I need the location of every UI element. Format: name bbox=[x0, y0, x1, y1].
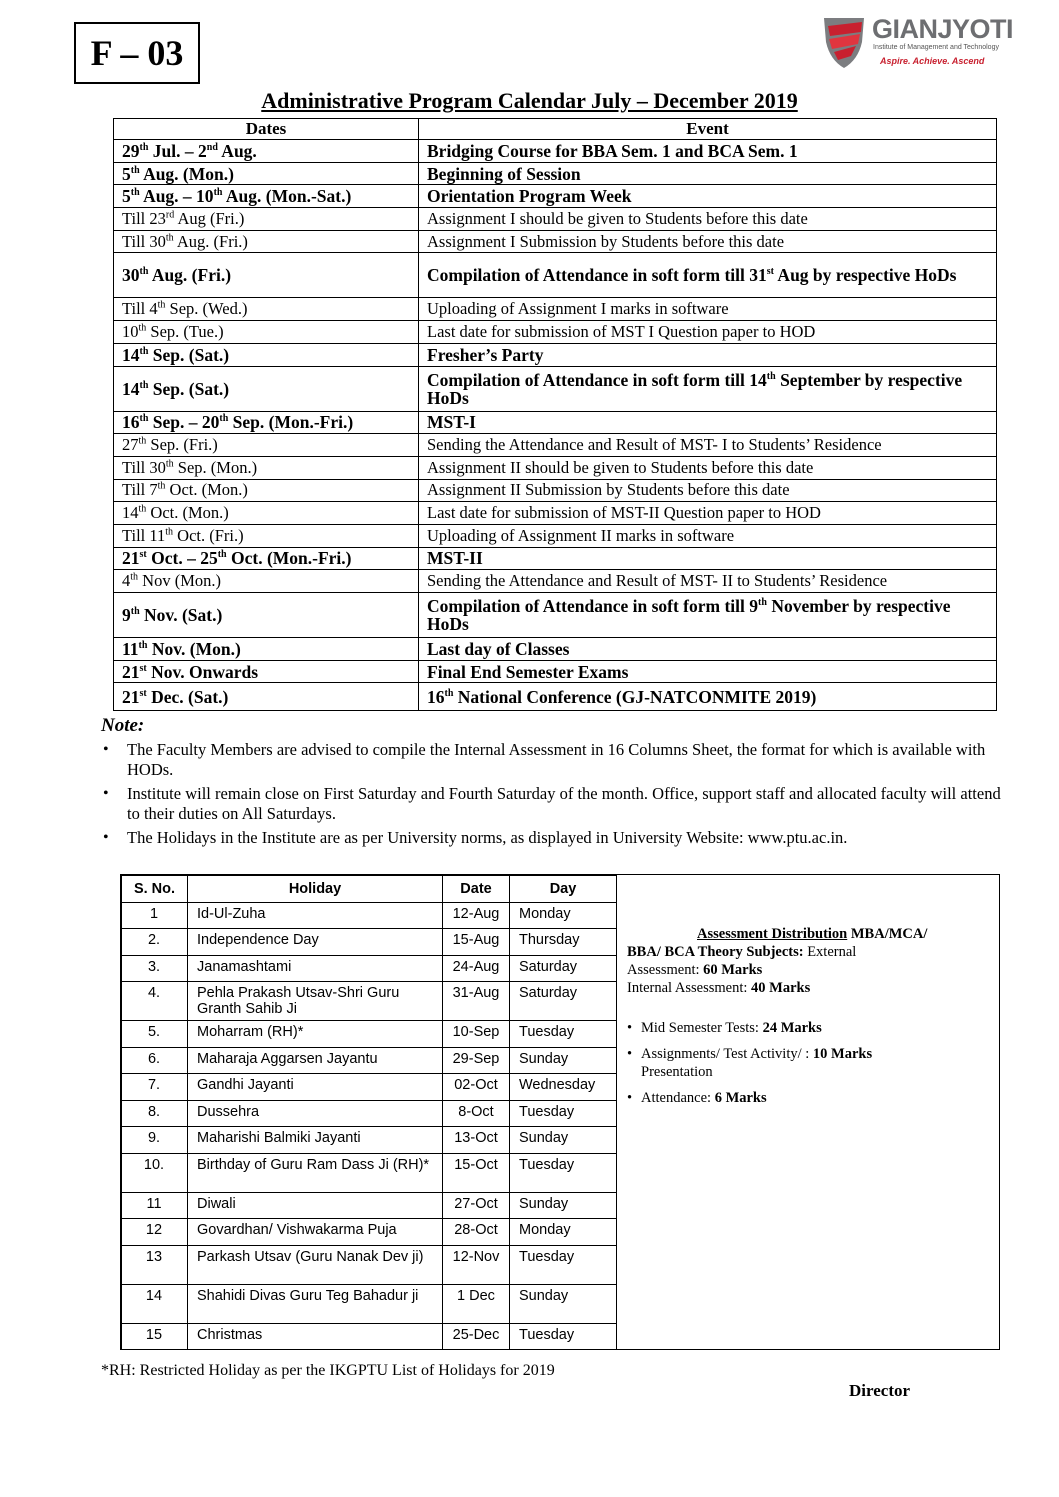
text-run: 14 bbox=[122, 503, 139, 523]
holiday-sno-cell: 9. bbox=[122, 1127, 188, 1154]
holiday-day-cell: Sunday bbox=[510, 1284, 617, 1323]
holiday-date-cell: 1 Dec bbox=[443, 1284, 510, 1323]
ordinal-suffix: st bbox=[139, 549, 147, 561]
calendar-date-cell bbox=[114, 298, 419, 321]
calendar-date-cell bbox=[114, 366, 419, 411]
calendar-date-cell bbox=[114, 524, 419, 547]
holiday-name-cell: Maharishi Balmiki Jayanti bbox=[188, 1127, 443, 1154]
holiday-name-cell: Diwali bbox=[188, 1192, 443, 1219]
ordinal-suffix: th bbox=[138, 503, 147, 515]
calendar-date-cell bbox=[114, 479, 419, 502]
holiday-row bbox=[122, 1153, 617, 1192]
holiday-day-cell: Tuesday bbox=[510, 1100, 617, 1127]
holiday-sno-cell: 4. bbox=[122, 982, 188, 1021]
calendar-row bbox=[114, 570, 997, 593]
text-run: Uploading of Assignment II marks in software bbox=[427, 525, 735, 545]
calendar-row bbox=[114, 593, 997, 638]
holiday-name-cell: Gandhi Jayanti bbox=[188, 1074, 443, 1101]
calendar-event-cell bbox=[419, 162, 997, 185]
assessment-heading-programs: MBA/MCA/ bbox=[847, 926, 928, 942]
holiday-day-cell: Saturday bbox=[510, 955, 617, 982]
calendar-event-cell bbox=[419, 208, 997, 231]
calendar-row bbox=[114, 208, 997, 231]
ordinal-suffix: th bbox=[444, 688, 454, 700]
text-run: Jul. – 2 bbox=[148, 140, 207, 161]
ordinal-suffix: th bbox=[165, 526, 174, 538]
holiday-section bbox=[120, 874, 1000, 1350]
holiday-date-cell: 27-Oct bbox=[443, 1192, 510, 1219]
text-run: Aug. (Fri.) bbox=[173, 231, 248, 251]
calendar-row bbox=[114, 479, 997, 502]
holiday-sno-cell: 8. bbox=[122, 1100, 188, 1127]
calendar-event-cell bbox=[419, 570, 997, 593]
calendar-event-cell bbox=[419, 638, 997, 661]
calendar-row bbox=[114, 140, 997, 163]
text-run: 16 bbox=[122, 412, 140, 433]
calendar-row bbox=[114, 162, 997, 185]
logo-tagline: Aspire. Achieve. Ascend bbox=[880, 56, 985, 66]
text-run: Aug. (Mon.) bbox=[139, 163, 234, 184]
text-run: September by respective HoDs bbox=[427, 369, 963, 408]
holiday-sno-cell: 14 bbox=[122, 1284, 188, 1323]
calendar-row bbox=[114, 253, 997, 298]
holiday-name-cell: Shahidi Divas Guru Teg Bahadur ji bbox=[188, 1284, 443, 1323]
text-run: Last date for submission of MST I Question paper to HOD bbox=[427, 321, 816, 341]
calendar-event-cell bbox=[419, 411, 997, 434]
holiday-day-cell: Tuesday bbox=[510, 1153, 617, 1192]
holiday-day-cell: Wednesday bbox=[510, 1074, 617, 1101]
text-run: November by respective HoDs bbox=[427, 596, 951, 634]
text-run: National Conference (GJ-NATCONMITE 2019) bbox=[453, 686, 817, 707]
assessment-internal-label: Internal Assessment: bbox=[627, 980, 752, 996]
text-run: Sep. (Sat.) bbox=[148, 378, 230, 399]
text-run: 29 bbox=[122, 140, 140, 161]
holiday-day-cell: Monday bbox=[510, 1219, 617, 1246]
text-run: 21 bbox=[122, 661, 140, 682]
notes-list bbox=[101, 740, 1001, 852]
text-run: Sep. (Mon.-Fri.) bbox=[228, 412, 354, 433]
text-run: Aug. – 10 bbox=[139, 186, 214, 207]
holiday-day-cell: Monday bbox=[510, 902, 617, 929]
assessment-point-label: Assignments/ Test Activity/ : bbox=[641, 1046, 813, 1062]
holiday-day-cell: Sunday bbox=[510, 1192, 617, 1219]
calendar-event-cell bbox=[419, 593, 997, 638]
holiday-sno-cell: 15 bbox=[122, 1323, 188, 1350]
calendar-row bbox=[114, 547, 997, 570]
calendar-row bbox=[114, 321, 997, 344]
holiday-header-row bbox=[122, 876, 617, 903]
ordinal-suffix: th bbox=[130, 606, 140, 618]
holiday-date-cell: 02-Oct bbox=[443, 1074, 510, 1101]
text-run: Dec. (Sat.) bbox=[146, 686, 229, 707]
ordinal-suffix: th bbox=[139, 266, 149, 278]
calendar-date-cell bbox=[114, 547, 419, 570]
text-run: Aug by respective HoDs bbox=[774, 265, 957, 286]
ordinal-suffix: th bbox=[139, 345, 149, 357]
text-run: Oct. (Mon.-Fri.) bbox=[226, 548, 352, 569]
text-run: 9 bbox=[122, 605, 131, 625]
text-run: Compilation of Attendance in soft form till 31 bbox=[427, 265, 767, 286]
calendar-date-cell bbox=[114, 570, 419, 593]
text-run: Assignment I should be given to Students before this date bbox=[427, 208, 808, 228]
text-run: 14 bbox=[122, 378, 140, 399]
holiday-name-cell: Birthday of Guru Ram Dass Ji (RH)* bbox=[188, 1153, 443, 1192]
text-run: Nov. (Mon.) bbox=[147, 638, 241, 659]
holiday-name-cell: Independence Day bbox=[188, 929, 443, 956]
text-run: Sep. (Fri.) bbox=[146, 435, 218, 455]
text-run: Till 11 bbox=[122, 525, 166, 545]
calendar-event-cell bbox=[419, 366, 997, 411]
holiday-row bbox=[122, 1127, 617, 1154]
ordinal-suffix: th bbox=[139, 142, 149, 154]
text-run: Compilation of Attendance in soft form till 9 bbox=[427, 596, 759, 616]
calendar-date-cell bbox=[114, 411, 419, 434]
assessment-subjects-line bbox=[627, 943, 999, 961]
calendar-event-cell bbox=[419, 343, 997, 366]
calendar-event-cell bbox=[419, 321, 997, 344]
text-run: Sep. (Tue.) bbox=[146, 321, 224, 341]
calendar-date-cell bbox=[114, 253, 419, 298]
text-run: MST-I bbox=[427, 412, 476, 433]
calendar-row bbox=[114, 298, 997, 321]
ordinal-suffix: st bbox=[139, 688, 147, 700]
calendar-event-cell bbox=[419, 660, 997, 683]
calendar-date-cell bbox=[114, 593, 419, 638]
assessment-point bbox=[627, 1089, 999, 1107]
text-run: Till 23 bbox=[122, 208, 166, 228]
holiday-header-sno: S. No. bbox=[122, 876, 188, 903]
text-run: Nov. Onwards bbox=[146, 661, 259, 682]
holiday-sno-cell: 11 bbox=[122, 1192, 188, 1219]
ordinal-suffix: th bbox=[165, 232, 174, 244]
calendar-event-cell bbox=[419, 502, 997, 525]
text-run: Oct. (Mon.) bbox=[165, 480, 248, 500]
ordinal-suffix: th bbox=[139, 413, 149, 425]
ordinal-suffix: st bbox=[139, 662, 147, 674]
holiday-sno-cell: 6. bbox=[122, 1047, 188, 1074]
text-run: Beginning of Session bbox=[427, 163, 581, 184]
holiday-date-cell: 12-Nov bbox=[443, 1245, 510, 1284]
calendar-row bbox=[114, 434, 997, 457]
holiday-header-holiday: Holiday bbox=[188, 876, 443, 903]
calendar-date-cell bbox=[114, 502, 419, 525]
calendar-row bbox=[114, 660, 997, 683]
holiday-sno-cell: 12 bbox=[122, 1219, 188, 1246]
text-run: Till 30 bbox=[122, 231, 166, 251]
holiday-day-cell: Tuesday bbox=[510, 1021, 617, 1048]
ordinal-suffix: th bbox=[138, 435, 147, 447]
text-run: Last date for submission of MST-II Question paper to HOD bbox=[427, 503, 821, 523]
text-run: 5 bbox=[122, 163, 131, 184]
text-run: Aug. (Fri.) bbox=[148, 265, 232, 286]
calendar-date-cell bbox=[114, 434, 419, 457]
assessment-internal bbox=[627, 979, 999, 997]
text-run: Assignment II should be given to Students before this date bbox=[427, 457, 814, 477]
calendar-event-cell bbox=[419, 230, 997, 253]
holiday-row bbox=[122, 955, 617, 982]
ordinal-suffix: th bbox=[766, 370, 776, 382]
calendar-row bbox=[114, 683, 997, 711]
holiday-sno-cell: 2. bbox=[122, 929, 188, 956]
assessment-point-value: 10 Marks bbox=[812, 1046, 873, 1062]
assessment-heading bbox=[627, 925, 999, 943]
text-run: Aug (Fri.) bbox=[174, 208, 245, 228]
holiday-sno-cell: 1 bbox=[122, 902, 188, 929]
assessment-external bbox=[627, 961, 999, 979]
text-run: Till 30 bbox=[122, 457, 166, 477]
text-run: Orientation Program Week bbox=[427, 186, 632, 207]
text-run: 27 bbox=[122, 435, 139, 455]
ordinal-suffix: th bbox=[217, 549, 227, 561]
note-item: • Institute will remain close on First Saturday and Fourth Saturday of the month. Office, support staff and allocated faculty will attend to their duties on All Saturdays. bbox=[101, 784, 1001, 824]
holiday-sno-cell: 10. bbox=[122, 1153, 188, 1192]
calendar-date-cell bbox=[114, 660, 419, 683]
note-item: • The Holidays in the Institute are as per University norms, as displayed in University Website: www.ptu.ac.in. bbox=[101, 828, 1001, 848]
ordinal-suffix: th bbox=[165, 458, 174, 470]
text-run: Nov (Mon.) bbox=[138, 571, 221, 591]
holiday-name-cell: Parkash Utsav (Guru Nanak Dev ji) bbox=[188, 1245, 443, 1284]
holiday-name-cell: Dussehra bbox=[188, 1100, 443, 1127]
holiday-sno-cell: 13 bbox=[122, 1245, 188, 1284]
assessment-internal-value: 40 Marks bbox=[751, 980, 811, 996]
holiday-row bbox=[122, 982, 617, 1021]
calendar-date-cell bbox=[114, 162, 419, 185]
assessment-point-label: Mid Semester Tests: bbox=[641, 1020, 763, 1036]
text-run: 10 bbox=[122, 321, 139, 341]
text-run: Sending the Attendance and Result of MST- I to Students’ Residence bbox=[427, 435, 882, 455]
text-run: Aug. bbox=[217, 140, 257, 161]
holiday-name-cell: Id-Ul-Zuha bbox=[188, 902, 443, 929]
assessment-point-label: Attendance: bbox=[641, 1090, 715, 1106]
ordinal-suffix: st bbox=[766, 266, 775, 278]
ordinal-suffix: th bbox=[213, 187, 223, 199]
holiday-day-cell: Sunday bbox=[510, 1047, 617, 1074]
holiday-table bbox=[121, 875, 617, 1350]
text-run: 21 bbox=[122, 686, 140, 707]
holiday-name-cell: Maharaja Aggarsen Jayantu bbox=[188, 1047, 443, 1074]
holiday-day-cell: Tuesday bbox=[510, 1323, 617, 1350]
holiday-row bbox=[122, 1245, 617, 1284]
calendar-event-cell bbox=[419, 683, 997, 711]
assessment-point bbox=[627, 1045, 999, 1081]
ordinal-suffix: th bbox=[758, 597, 767, 609]
calendar-event-cell bbox=[419, 298, 997, 321]
text-run: 14 bbox=[122, 344, 140, 365]
calendar-header-dates: Dates bbox=[114, 119, 419, 140]
assessment-subjects: BBA/ BCA Theory Subjects: bbox=[627, 944, 804, 960]
holiday-date-cell: 8-Oct bbox=[443, 1100, 510, 1127]
calendar-row bbox=[114, 524, 997, 547]
text-run: Assignment I Submission by Students before this date bbox=[427, 231, 785, 251]
holiday-row bbox=[122, 929, 617, 956]
ordinal-suffix: rd bbox=[165, 209, 175, 221]
holiday-date-cell: 12-Aug bbox=[443, 902, 510, 929]
calendar-date-cell bbox=[114, 185, 419, 208]
holiday-row bbox=[122, 1047, 617, 1074]
holiday-day-cell: Sunday bbox=[510, 1127, 617, 1154]
assessment-point-value: 6 Marks bbox=[714, 1090, 767, 1106]
holiday-name-cell: Moharram (RH)* bbox=[188, 1021, 443, 1048]
holiday-date-cell: 29-Sep bbox=[443, 1047, 510, 1074]
assessment-point bbox=[627, 1019, 999, 1037]
assessment-external-value: 60 Marks bbox=[703, 962, 763, 978]
text-run: 5 bbox=[122, 186, 131, 207]
holiday-sno-cell: 3. bbox=[122, 955, 188, 982]
calendar-date-cell bbox=[114, 638, 419, 661]
holiday-row bbox=[122, 1284, 617, 1323]
calendar-row bbox=[114, 456, 997, 479]
calendar-row bbox=[114, 185, 997, 208]
logo-emblem-icon bbox=[818, 12, 870, 70]
assessment-heading-title: Assessment Distribution bbox=[697, 926, 848, 942]
ordinal-suffix: th bbox=[219, 413, 229, 425]
holiday-date-cell: 25-Dec bbox=[443, 1323, 510, 1350]
calendar-event-cell bbox=[419, 456, 997, 479]
holiday-date-cell: 10-Sep bbox=[443, 1021, 510, 1048]
holiday-row bbox=[122, 1323, 617, 1350]
text-run: 21 bbox=[122, 548, 140, 569]
text-run: Till 4 bbox=[122, 299, 158, 319]
text-run: Oct. (Fri.) bbox=[173, 525, 244, 545]
text-run: 30 bbox=[122, 265, 140, 286]
text-run: Last day of Classes bbox=[427, 638, 570, 659]
ordinal-suffix: th bbox=[130, 187, 140, 199]
calendar-event-cell bbox=[419, 479, 997, 502]
ordinal-suffix: nd bbox=[206, 142, 218, 154]
note-item: • The Faculty Members are advised to compile the Internal Assessment in 16 Columns Sheet, the format for which is available with HODs. bbox=[101, 740, 1001, 780]
assessment-external-prefix: External bbox=[803, 944, 857, 960]
calendar-date-cell bbox=[114, 683, 419, 711]
ordinal-suffix: th bbox=[138, 640, 148, 652]
ordinal-suffix: th bbox=[157, 480, 166, 492]
holiday-day-cell: Tuesday bbox=[510, 1245, 617, 1284]
text-run: Sep. (Mon.) bbox=[173, 457, 258, 477]
calendar-row bbox=[114, 502, 997, 525]
assessment-external-label: Assessment: bbox=[627, 962, 704, 978]
holiday-day-cell: Thursday bbox=[510, 929, 617, 956]
logo-brand-name: GIANJYOTI bbox=[872, 14, 1014, 44]
text-run: MST-II bbox=[427, 548, 483, 569]
calendar-table bbox=[113, 118, 997, 711]
text-run: Sep. (Wed.) bbox=[165, 299, 248, 319]
ordinal-suffix: th bbox=[138, 322, 147, 334]
assessment-point-value: 24 Marks bbox=[762, 1020, 822, 1036]
text-run: Fresher’s Party bbox=[427, 344, 544, 365]
note-heading: Note: bbox=[101, 715, 145, 736]
ordinal-suffix: th bbox=[157, 299, 166, 311]
calendar-row bbox=[114, 366, 997, 411]
holiday-date-cell: 13-Oct bbox=[443, 1127, 510, 1154]
text-run: Final End Semester Exams bbox=[427, 661, 629, 682]
holiday-date-cell: 28-Oct bbox=[443, 1219, 510, 1246]
holiday-sno-cell: 7. bbox=[122, 1074, 188, 1101]
text-run: Aug. (Mon.-Sat.) bbox=[222, 186, 352, 207]
calendar-event-cell bbox=[419, 185, 997, 208]
holiday-row bbox=[122, 1219, 617, 1246]
text-run: Uploading of Assignment I marks in software bbox=[427, 299, 729, 319]
ordinal-suffix: th bbox=[130, 571, 139, 583]
calendar-row bbox=[114, 638, 997, 661]
holiday-row bbox=[122, 1192, 617, 1219]
holiday-sno-cell: 5. bbox=[122, 1021, 188, 1048]
assessment-distribution bbox=[627, 925, 999, 1115]
text-run: Sep. (Sat.) bbox=[148, 344, 230, 365]
text-run: 16 bbox=[427, 686, 445, 707]
calendar-date-cell bbox=[114, 343, 419, 366]
holiday-day-cell: Saturday bbox=[510, 982, 617, 1021]
text-run: Assignment II Submission by Students before this date bbox=[427, 480, 790, 500]
assessment-point-extra: Presentation bbox=[641, 1064, 713, 1080]
text-run: 11 bbox=[122, 638, 139, 659]
text-run: Bridging Course for BBA Sem. 1 and BCA Sem. 1 bbox=[427, 140, 798, 161]
logo-subtitle: Institute of Management and Technology bbox=[873, 44, 999, 51]
holiday-name-cell: Janamashtami bbox=[188, 955, 443, 982]
holiday-row bbox=[122, 902, 617, 929]
ordinal-suffix: th bbox=[130, 164, 140, 176]
holiday-name-cell: Christmas bbox=[188, 1323, 443, 1350]
holiday-header-date: Date bbox=[443, 876, 510, 903]
holiday-date-cell: 15-Aug bbox=[443, 929, 510, 956]
holiday-date-cell: 31-Aug bbox=[443, 982, 510, 1021]
text-run: Compilation of Attendance in soft form till 14 bbox=[427, 369, 767, 390]
text-run: Sep. – 20 bbox=[148, 412, 220, 433]
calendar-row bbox=[114, 343, 997, 366]
calendar-event-cell bbox=[419, 253, 997, 298]
calendar-event-cell bbox=[419, 524, 997, 547]
calendar-date-cell bbox=[114, 140, 419, 163]
holiday-row bbox=[122, 1021, 617, 1048]
assessment-points bbox=[627, 1019, 999, 1107]
director-signature-label: Director bbox=[849, 1381, 911, 1400]
restricted-holiday-footnote: *RH: Restricted Holiday as per the IKGPTU List of Holidays for 2019 bbox=[101, 1362, 555, 1379]
calendar-header-row bbox=[114, 119, 997, 140]
form-code-box: F – 03 bbox=[74, 22, 200, 84]
holiday-row bbox=[122, 1100, 617, 1127]
holiday-name-cell: Govardhan/ Vishwakarma Puja bbox=[188, 1219, 443, 1246]
calendar-date-cell bbox=[114, 321, 419, 344]
text-run: Nov. (Sat.) bbox=[139, 605, 223, 625]
text-run: Sending the Attendance and Result of MST- II to Students’ Residence bbox=[427, 571, 888, 591]
text-run: Till 7 bbox=[122, 480, 158, 500]
calendar-event-cell bbox=[419, 140, 997, 163]
calendar-row bbox=[114, 411, 997, 434]
holiday-name-cell: Pehla Prakash Utsav-Shri Guru Granth Sahib Ji bbox=[188, 982, 443, 1021]
text-run: Oct. – 25 bbox=[146, 548, 218, 569]
calendar-event-cell bbox=[419, 547, 997, 570]
calendar-date-cell bbox=[114, 230, 419, 253]
calendar-row bbox=[114, 230, 997, 253]
calendar-event-cell bbox=[419, 434, 997, 457]
page-title: Administrative Program Calendar July – December 2019 bbox=[261, 88, 798, 113]
text-run: Oct. (Mon.) bbox=[146, 503, 229, 523]
holiday-header-day: Day bbox=[510, 876, 617, 903]
calendar-date-cell bbox=[114, 208, 419, 231]
calendar-header-event: Event bbox=[419, 119, 997, 140]
calendar-date-cell bbox=[114, 456, 419, 479]
ordinal-suffix: th bbox=[139, 379, 149, 391]
holiday-date-cell: 15-Oct bbox=[443, 1153, 510, 1192]
text-run: 4 bbox=[122, 571, 131, 591]
holiday-row bbox=[122, 1074, 617, 1101]
holiday-date-cell: 24-Aug bbox=[443, 955, 510, 982]
gianjyoti-logo bbox=[818, 12, 1018, 74]
